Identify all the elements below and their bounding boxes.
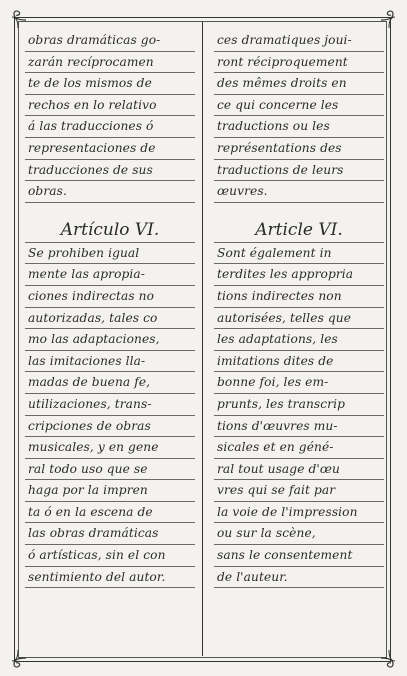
text-line: ou sur la scène, xyxy=(214,523,384,545)
text-line: vres qui se fait par xyxy=(214,480,384,502)
text-line: las obras dramáticas xyxy=(25,523,195,545)
text-line: ral tout usage d'œu xyxy=(214,459,384,481)
spanish-column xyxy=(25,30,195,588)
text-line: traductions ou les xyxy=(214,116,384,138)
text-line: traductions de leurs xyxy=(214,160,384,182)
text-line: ces dramatiques joui- xyxy=(214,30,384,52)
article-heading: Artículo VI. xyxy=(25,203,195,243)
text-line: sicales et en géné- xyxy=(214,437,384,459)
text-line: te de los mismos de xyxy=(25,73,195,95)
text-line: mente las apropia- xyxy=(25,264,195,286)
text-line: terdites les appropria xyxy=(214,264,384,286)
text-line: obras dramáticas go- xyxy=(25,30,195,52)
text-line: traducciones de sus xyxy=(25,160,195,182)
column-divider xyxy=(202,22,203,656)
text-line: haga por la impren xyxy=(25,480,195,502)
text-line: mo las adaptaciones, xyxy=(25,329,195,351)
text-line: obras. xyxy=(25,181,195,203)
text-line: madas de buena fe, xyxy=(25,372,195,394)
text-line: représentations des xyxy=(214,138,384,160)
text-line: autorisées, telles que xyxy=(214,308,384,330)
text-line: ront réciproquement xyxy=(214,52,384,74)
text-line: œuvres. xyxy=(214,181,384,203)
corner-ornament-bottom-right xyxy=(377,646,403,672)
text-line: prunts, les transcrip xyxy=(214,394,384,416)
text-line: de l'auteur. xyxy=(214,567,384,589)
french-column xyxy=(214,30,384,588)
text-line: bonne foi, les em- xyxy=(214,372,384,394)
corner-ornament-top-left xyxy=(4,6,30,32)
text-line: Se prohiben igual xyxy=(25,243,195,265)
text-line: sans le consentement xyxy=(214,545,384,567)
text-line: utilizaciones, trans- xyxy=(25,394,195,416)
text-line: Sont également in xyxy=(214,243,384,265)
text-line: zarán recíprocamen xyxy=(25,52,195,74)
text-line: rechos en lo relativo xyxy=(25,95,195,117)
text-line: imitations dites de xyxy=(214,351,384,373)
text-line: tions indirectes non xyxy=(214,286,384,308)
text-line: ciones indirectas no xyxy=(25,286,195,308)
corner-ornament-bottom-left xyxy=(4,646,30,672)
text-line: á las traducciones ó xyxy=(25,116,195,138)
text-line: tions d'œuvres mu- xyxy=(214,416,384,438)
corner-ornament-top-right xyxy=(377,6,403,32)
text-line: les adaptations, les xyxy=(214,329,384,351)
text-line: ral todo uso que se xyxy=(25,459,195,481)
text-line: ce qui concerne les xyxy=(214,95,384,117)
text-line: des mêmes droits en xyxy=(214,73,384,95)
text-line: ó artísticas, sin el con xyxy=(25,545,195,567)
text-line: autorizadas, tales co xyxy=(25,308,195,330)
text-line: cripciones de obras xyxy=(25,416,195,438)
text-line: musicales, y en gene xyxy=(25,437,195,459)
text-line: sentimiento del autor. xyxy=(25,567,195,589)
text-line: las imitaciones lla- xyxy=(25,351,195,373)
article-heading: Article VI. xyxy=(214,203,384,243)
text-line: representaciones de xyxy=(25,138,195,160)
text-line: ta ó en la escena de xyxy=(25,502,195,524)
text-line: la voie de l'impression xyxy=(214,502,384,524)
